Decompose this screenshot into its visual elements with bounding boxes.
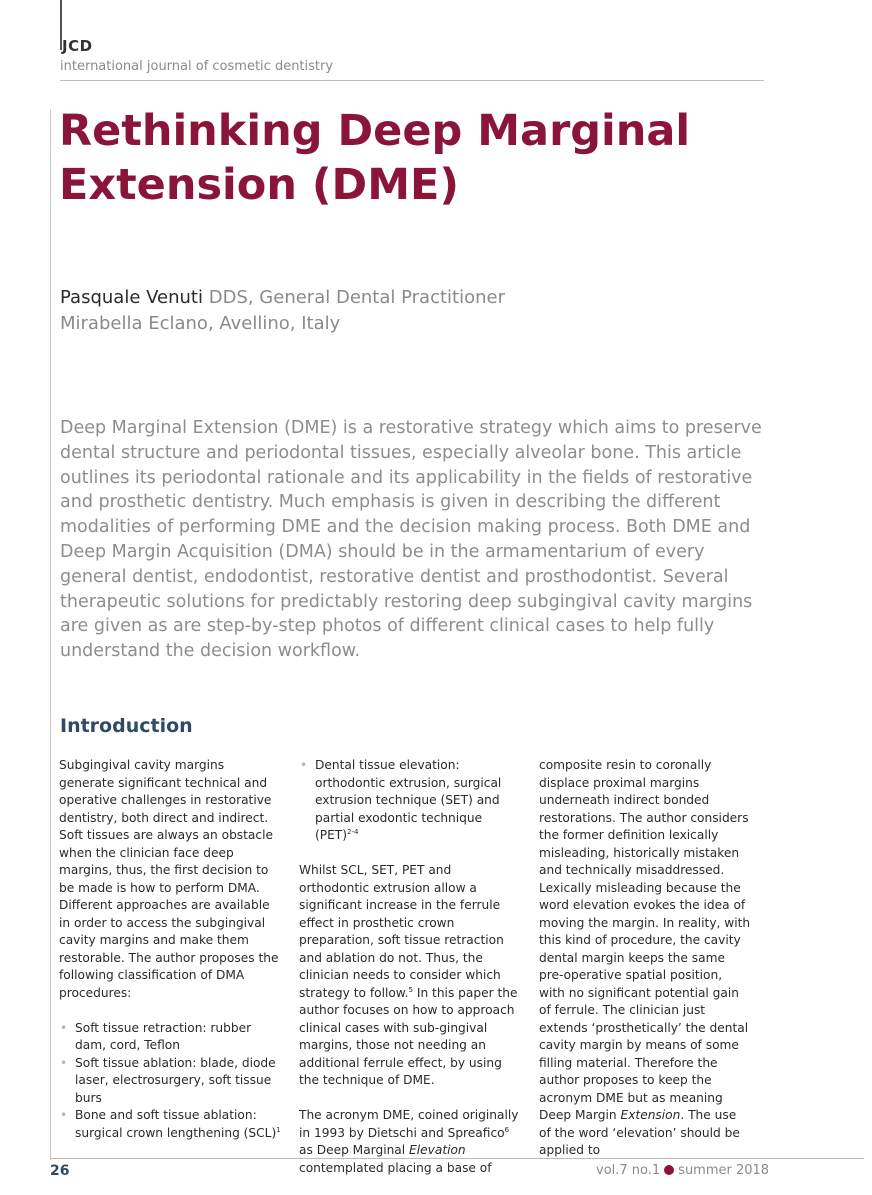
list-item: • Bone and soft tissue ablation: surgical crown lengthening (SCL)$^1$ bbox=[59, 1107, 281, 1142]
author-block bbox=[60, 285, 505, 337]
text-column-1 bbox=[59, 757, 281, 1160]
list-item: • Dental tissue elevation: orthodontic extrusion, surgical extrusion technique (SET) and partial exodontic technique (PET)$^{2-4}$ bbox=[299, 757, 521, 845]
citation: 2-4 bbox=[347, 827, 359, 836]
issue-info bbox=[596, 1163, 769, 1178]
article-title bbox=[59, 104, 819, 212]
author-line bbox=[60, 285, 505, 311]
list-item: • Soft tissue retraction: rubber dam, cord, Teflon bbox=[59, 1020, 281, 1055]
text-column-3 bbox=[539, 757, 751, 1177]
title-line-1: Rethinking Deep Marginal bbox=[59, 106, 691, 156]
journal-abbreviation: JCD bbox=[62, 37, 93, 55]
section-heading: Introduction bbox=[60, 715, 193, 737]
title-line-2: Extension (DME) bbox=[59, 160, 460, 210]
paragraph: The acronym DME, coined originally in 1993 by Dietschi and Spreafico$^6$ as Deep Marginal Elevation contemplated placing a base of bbox=[299, 1108, 519, 1175]
paragraph: Whilst SCL, SET, PET and orthodontic extrusion allow a significant increase in the ferrule effect in prosthetic crown preparation, soft tissue retraction and ablation do not. Thus, the clinician needs to consider which strategy to follow.$^5$ In this paper the author focuses on how to approach clinical cases with sub-gingival margins, those not needing an additional ferrule effect, by using the technique of DME. bbox=[299, 863, 518, 1087]
text-column-2 bbox=[299, 757, 521, 1195]
paragraph: composite resin to coronally displace proximal margins underneath indirect bonded restorations. The author considers the former definition lexically misleading, historically mistaken and technically misaddressed. Lexically misleading because the word elevation evokes the idea of moving the margin. In reality, with this kind of procedure, the cavity dental margin keeps the same pre-operative spatial position, with no significant potential gain of ferrule. The clinician just extends ‘prosthetically’ the dental cavity margin by means of some filling material. Therefore the author proposes to keep the acronym DME but as meaning Deep Margin Extension. The use of the word ‘elevation’ should be applied to bbox=[539, 758, 751, 1157]
citation: 5 bbox=[408, 985, 413, 994]
footer-rule bbox=[50, 1158, 864, 1159]
author-credentials: DDS, General Dental Practitioner bbox=[202, 287, 505, 308]
bullet-dot-icon bbox=[664, 1165, 674, 1175]
list-item: • Soft tissue ablation: blade, diode laser, electrosurgery, soft tissue burs bbox=[59, 1055, 281, 1108]
season-label: summer 2018 bbox=[678, 1163, 770, 1178]
journal-name: international journal of cosmetic dentistry bbox=[60, 59, 334, 74]
header-rule bbox=[60, 80, 764, 81]
dma-procedure-list-continued bbox=[299, 757, 521, 845]
paragraph: Subgingival cavity margins generate significant technical and operative challenges in restorative dentistry, both direct and indirect. Soft tissues are always an obstacle when the clinician face deep margins, thus, the first decision to be made is how to perform DMA. Different approaches are available in order to access the subgingival cavity margins and make them restorable. The author proposes the following classification of DMA procedures: bbox=[59, 758, 279, 1000]
volume-label: vol.7 no.1 bbox=[596, 1163, 661, 1178]
abstract: Deep Marginal Extension (DME) is a restorative strategy which aims to preserve dental structure and periodontal tissues, especially alveolar bone. This article outlines its periodontal rationale and its applicability in the fields of restorative and prosthetic dentistry. Much emphasis is given in describing the different modalities of performing DME and the decision making process. Both DME and Deep Margin Acquisition (DMA) should be in the armamentarium of every general dentist, endodontist, restorative dentist and prosthodontist. Several therapeutic solutions for predictably restoring deep subgingival cavity margins are given as are step-by-step photos of different clinical cases to help fully understand the decision workflow. bbox=[60, 418, 762, 662]
margin-rule bbox=[50, 110, 51, 1160]
page-number: 26 bbox=[50, 1163, 70, 1179]
author-name: Pasquale Venuti bbox=[60, 287, 203, 308]
citation: 6 bbox=[504, 1125, 510, 1134]
dma-procedure-list bbox=[59, 1020, 281, 1143]
author-location: Mirabella Eclano, Avellino, Italy bbox=[60, 313, 341, 334]
citation: 1 bbox=[276, 1125, 281, 1134]
